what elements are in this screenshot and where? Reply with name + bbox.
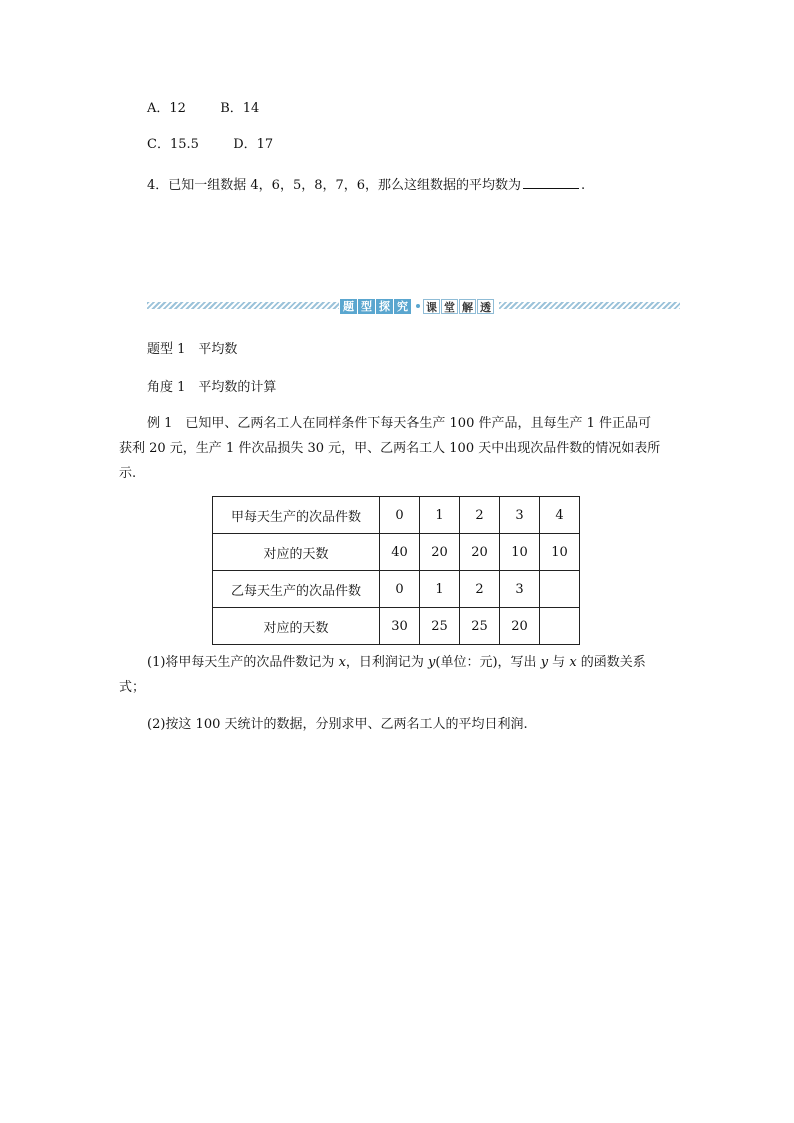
q1-var-x: x <box>338 655 346 670</box>
table-cell: 0 <box>380 497 420 534</box>
table-cell: 25 <box>460 608 500 645</box>
table-cell: 25 <box>420 608 460 645</box>
table-cell: 20 <box>500 608 540 645</box>
question-4-end: . <box>581 178 586 193</box>
option-c: C．15.5 <box>147 137 199 152</box>
table-cell: 2 <box>460 571 500 608</box>
banner-title-right: 课 堂 解 透 <box>423 298 495 314</box>
question-2: (2)按这 100 天统计的数据，分别求甲、乙两名工人的平均日利润. <box>147 717 528 732</box>
table-cell <box>540 571 580 608</box>
example-line-2: 获利 20 元，生产 1 件次品损失 30 元，甲、乙两名工人 100 天中出现次品件数的情况如表所 <box>119 441 661 456</box>
q1-text-3: (单位：元)，写出 <box>435 655 541 670</box>
q1-var-x: x <box>569 655 577 670</box>
question-1-line-2: 式； <box>119 680 146 695</box>
angle-heading: 角度 1 平均数的计算 <box>147 380 277 395</box>
banner-dot <box>416 304 420 308</box>
table-cell: 对应的天数 <box>213 608 380 645</box>
table-row <box>213 571 580 608</box>
table-cell: 0 <box>380 571 420 608</box>
option-b: B．14 <box>220 101 260 116</box>
q1-var-y: y <box>540 655 549 670</box>
banner-title-left: 题 型 探 究 <box>340 298 412 314</box>
section-banner <box>147 298 680 314</box>
table-cell: 2 <box>460 497 500 534</box>
options-row-1 <box>147 100 259 118</box>
table-cell: 10 <box>500 534 540 571</box>
table-cell: 10 <box>540 534 580 571</box>
table-cell: 30 <box>380 608 420 645</box>
table-cell: 对应的天数 <box>213 534 380 571</box>
q1-text-1: (1)将甲每天生产的次品件数记为 <box>147 655 339 670</box>
table-cell: 3 <box>500 571 540 608</box>
q1-var-y: y <box>428 655 436 670</box>
table-cell: 1 <box>420 497 460 534</box>
table-cell: 4 <box>540 497 580 534</box>
table-cell: 1 <box>420 571 460 608</box>
example-line-1: 例 1 已知甲、乙两名工人在同样条件下每天各生产 100 件产品，且每生产 1 件正品可 <box>147 416 652 431</box>
table-row <box>213 608 580 645</box>
option-a: A．12 <box>147 101 186 116</box>
banner-stripe-right <box>499 302 680 309</box>
table-cell: 3 <box>500 497 540 534</box>
question-4 <box>147 175 585 195</box>
question-1-line-1 <box>147 654 646 672</box>
table-cell: 20 <box>420 534 460 571</box>
question-4-text: 4．已知一组数据 4，6，5，8，7，6，那么这组数据的平均数为 <box>147 178 522 193</box>
table-cell: 甲每天生产的次品件数 <box>213 497 380 534</box>
q1-text-4: 与 <box>548 655 570 670</box>
table-row <box>213 534 580 571</box>
banner-stripe-left <box>147 302 339 309</box>
table-row <box>213 497 580 534</box>
q1-text-5: 的函数关系 <box>576 655 646 670</box>
table-cell: 40 <box>380 534 420 571</box>
table-cell: 20 <box>460 534 500 571</box>
option-d: D．17 <box>233 137 274 152</box>
table-cell: 乙每天生产的次品件数 <box>213 571 380 608</box>
type-heading: 题型 1 平均数 <box>147 342 238 357</box>
options-row-2 <box>147 136 273 154</box>
answer-blank[interactable] <box>523 175 579 189</box>
example-line-3: 示. <box>119 466 137 481</box>
q1-text-2: ，日利润记为 <box>345 655 429 670</box>
defect-table <box>212 496 580 645</box>
table-cell <box>540 608 580 645</box>
